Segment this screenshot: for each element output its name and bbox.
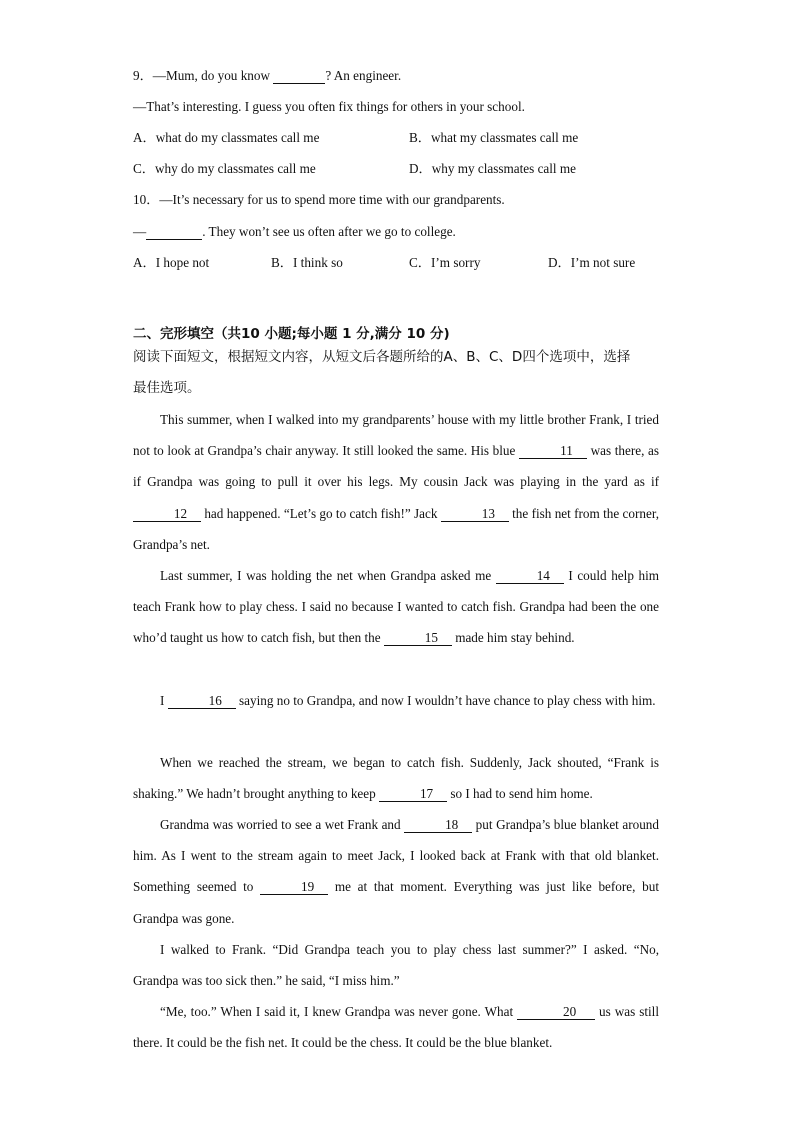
q9-stem [133,68,401,84]
passage-paragraph-4 [133,747,659,809]
passage-text: I [160,693,168,708]
option-letter: A． [133,130,156,145]
option-text: what do my classmates call me [155,130,320,145]
option-letter: D． [409,161,432,176]
cloze-blank-11: 11 [519,444,587,459]
q9-stem-start: 9．—Mum, do you know [133,68,274,83]
q10-option-b [271,255,343,271]
cloze-blank-12: 12 [133,507,201,522]
passage-text: us was still there. It could be the fish net. It could be the chess. It could be the blue blanket. [133,1004,659,1051]
passage-text: saying no to Grandpa, and now I wouldn’t have chance to play chess with him. [235,693,656,708]
q9-option-a [133,130,319,146]
cloze-blank-20: 20 [517,1005,595,1020]
passage-paragraph-2 [133,560,659,654]
passage-paragraph-7 [133,996,659,1058]
option-text: I’m sorry [430,255,481,270]
cloze-blank-15: 15 [384,631,452,646]
section-instruction-line-1: 阅读下面短文，根据短文内容，从短文后各题所给的A、B、C、D四个选项中，选择 [133,349,631,365]
cloze-blank-19: 19 [260,880,328,895]
cloze-blank-13: 13 [441,507,509,522]
passage-text: I could help him teach Frank how to play chess. I said no because I wanted to catch fish. Grandpa had been the one who’d taught us how to catch fish, but then the [133,568,659,646]
q10-reply-end: . They won’t see us often after we go to college. [202,224,456,239]
option-text: I’m not sure [570,255,636,270]
passage-text: was there, as if Grandpa was going to pull it over his legs. My cousin Jack was playing in the yard as if [133,443,659,490]
q9-answer-blank [273,69,325,84]
option-letter: B． [271,255,293,270]
passage-text: the fish net from the corner, Grandpa’s net. [133,505,660,552]
q10-answer-blank [146,225,202,240]
passage-text: This summer, when I walked into my grandparents’ house with my little brother Frank, I tried not to look at Grandpa’s chair anyway. It still looked the same. His blue [133,412,659,459]
q10-option-c [409,255,480,271]
option-letter: B． [409,130,431,145]
section-instruction-line-2: 最佳选项。 [133,380,201,396]
cloze-blank-17: 17 [379,787,447,802]
option-letter: D． [548,255,571,270]
option-text: I think so [292,255,343,270]
q10-option-a [133,255,209,271]
passage-paragraph-1 [133,404,659,560]
option-text: I hope not [155,255,210,270]
passage-text: Grandma was worried to see a wet Frank and [160,817,405,832]
option-text: what my classmates call me [430,130,579,145]
passage-text: When we reached the stream, we began to catch fish. Suddenly, Jack shouted, “Frank is shaking.” We hadn’t brought anything to keep [133,755,659,802]
cloze-blank-18: 18 [404,818,472,833]
option-text: why do my classmates call me [154,161,316,176]
passage-text: put Grandpa’s blue blanket around him. As I went to the stream again to meet Jack, I looked back at Frank with that old blanket. Something seemed to [133,817,659,895]
passage-text: Last summer, I was holding the net when Grandpa asked me [160,568,496,583]
option-text: why my classmates call me [431,161,577,176]
passage-paragraph-5 [133,809,659,934]
passage-paragraph-3 [133,685,659,716]
q9-option-d [409,161,576,177]
passage-paragraph-6 [133,934,659,996]
passage-text: so I had to send him home. [447,786,593,802]
passage-text: me at that moment. Everything was just like before, but Grandpa was gone. [133,879,659,926]
section-heading: 二、完形填空（共10 小题;每小题 1 分,满分 10 分) [133,326,450,342]
passage-text: had happened. “Let’s go to catch fish!” Jack [201,505,441,521]
cloze-blank-14: 14 [496,569,564,584]
option-letter: C． [409,255,431,270]
q10-option-d [548,255,635,271]
option-letter: C． [133,161,155,176]
q9-reply: —That’s interesting. I guess you often fix things for others in your school. [133,99,525,114]
passage-text: made him stay behind. [451,630,575,646]
q10-reply [133,224,456,240]
q9-option-c [133,161,316,177]
q9-option-b [409,130,578,146]
q10-stem: 10．—It’s necessary for us to spend more time with our grandparents. [133,192,505,207]
cloze-blank-16: 16 [168,694,236,709]
passage-text: I walked to Frank. “Did Grandpa teach you to play chess last summer?” I asked. “No, Grandpa was too sick then.” he said, “I miss him.” [133,942,659,989]
q10-reply-start: — [133,224,147,239]
passage-text: “Me, too.” When I said it, I knew Grandpa was never gone. What [160,1004,518,1019]
q9-stem-end: ? An engineer. [325,68,402,83]
option-letter: A． [133,255,156,270]
